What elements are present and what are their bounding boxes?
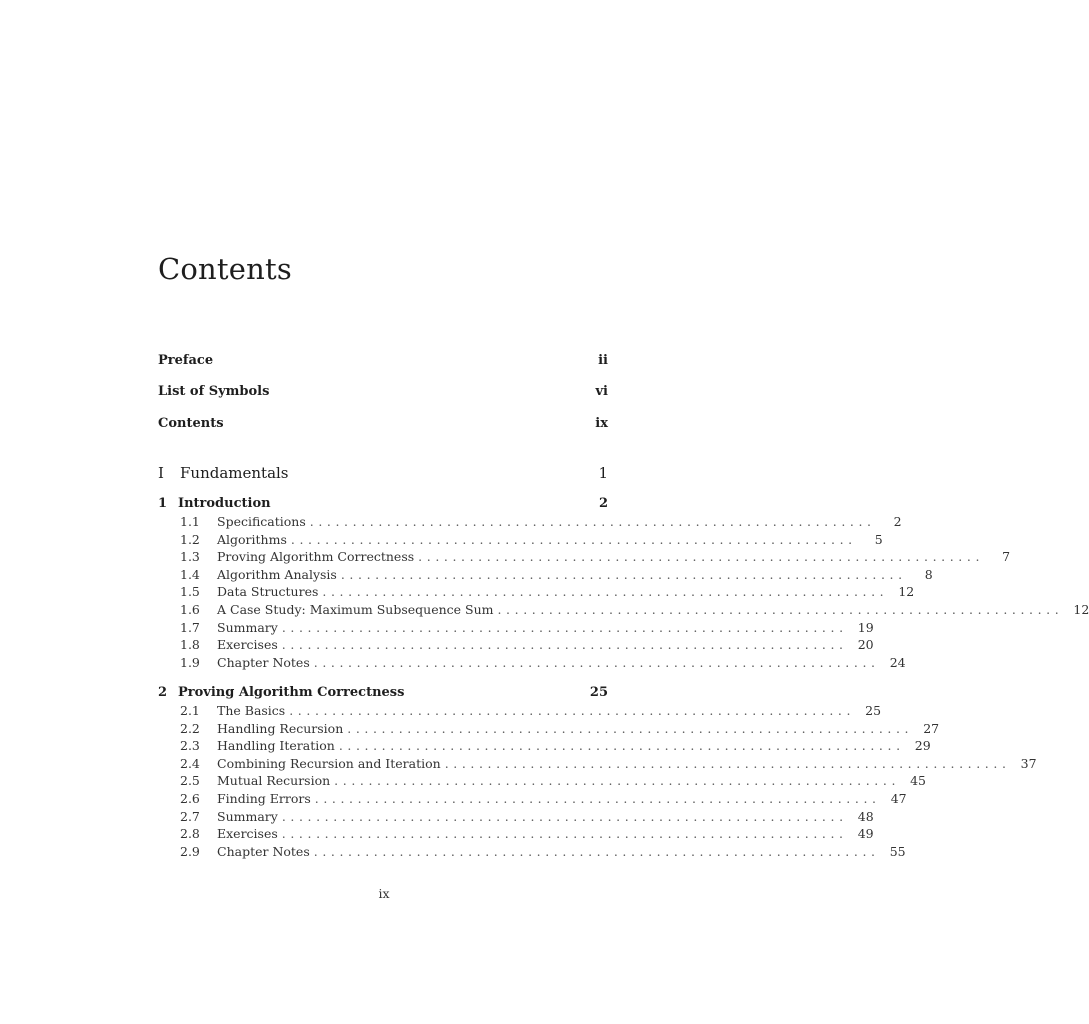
toc-chapter-2[interactable] [158, 685, 608, 700]
toc-section[interactable] [180, 738, 931, 756]
toc-section[interactable] [180, 843, 906, 862]
section-number: 1.1 [180, 514, 200, 529]
section-page: 37 [1020, 755, 1037, 771]
section-title: Chapter Notes [217, 843, 310, 859]
toc-section[interactable] [180, 549, 1011, 567]
toc-section[interactable] [180, 773, 927, 791]
dot-leader: .................................................................. [290, 531, 857, 547]
section-number: 1.8 [180, 637, 200, 653]
section-page: 45 [910, 773, 927, 789]
section-page: 27 [923, 720, 940, 736]
section-number: 2.3 [180, 738, 200, 754]
dot-leader: .................................................................. [314, 790, 881, 806]
section-page: 7 [1002, 549, 1011, 565]
toc-entry-page: ii [598, 353, 608, 368]
dot-leader: .................................................................. [418, 549, 985, 565]
dot-leader: .................................................................. [347, 720, 914, 736]
section-number: 1.4 [180, 566, 200, 582]
part-page: 1 [598, 464, 608, 482]
page-number: ix [378, 886, 390, 901]
chapter-title: Introduction [178, 496, 271, 511]
section-title: Finding Errors [217, 790, 311, 806]
toc-section[interactable] [180, 531, 883, 550]
toc-entry-page: vi [595, 384, 608, 399]
section-number: 1.7 [180, 619, 200, 635]
section-number: 2.9 [180, 843, 200, 859]
section-number: 1.3 [180, 549, 200, 565]
toc-section[interactable] [180, 619, 874, 638]
toc-section[interactable] [180, 601, 1089, 620]
chapter-number: 2 [158, 685, 168, 700]
page-title: Contents [158, 252, 292, 286]
section-page: 24 [889, 654, 906, 670]
toc-entry-title: Contents [158, 416, 224, 431]
chapter-page: 25 [589, 685, 608, 700]
section-title: The Basics [217, 703, 286, 718]
section-title: Summary [217, 619, 278, 635]
toc-entry-title: List of Symbols [158, 384, 270, 399]
toc-section[interactable] [180, 584, 915, 602]
dot-leader: .................................................................. [338, 738, 905, 754]
dot-leader: .................................................................. [497, 601, 1064, 617]
section-number: 1.2 [180, 531, 200, 547]
section-page: 8 [924, 566, 933, 582]
toc-entry-list-of-symbols[interactable] [158, 384, 608, 399]
section-number: 2.4 [180, 755, 200, 771]
dot-leader: .................................................................. [322, 584, 889, 600]
dot-leader: .................................................................. [309, 514, 876, 529]
section-page: 49 [857, 826, 874, 842]
section-page: 25 [865, 703, 882, 718]
toc-chapter-1[interactable] [158, 496, 608, 511]
dot-leader: .................................................................. [334, 773, 901, 789]
chapter-number: 1 [158, 496, 168, 511]
section-title: Proving Algorithm Correctness [217, 549, 415, 565]
toc-section[interactable] [180, 654, 906, 673]
section-number: 1.9 [180, 654, 200, 670]
section-title: Handling Recursion [217, 720, 344, 736]
section-number: 2.8 [180, 826, 200, 842]
section-page: 48 [857, 808, 874, 824]
section-title: Handling Iteration [217, 738, 335, 754]
dot-leader: .................................................................. [281, 808, 848, 824]
section-title: Data Structures [217, 584, 319, 600]
section-page: 12 [898, 584, 915, 600]
section-number: 2.7 [180, 808, 200, 824]
section-title: Chapter Notes [217, 654, 310, 670]
section-page: 5 [874, 531, 883, 547]
section-title: Mutual Recursion [217, 773, 331, 789]
toc-section[interactable] [180, 826, 874, 844]
section-title: Algorithm Analysis [217, 566, 337, 582]
section-page: 20 [857, 637, 874, 653]
section-title: Exercises [217, 637, 278, 653]
toc-entry-title: Preface [158, 353, 214, 368]
section-page: 47 [890, 790, 907, 806]
part-number: I [158, 464, 164, 482]
section-title: Exercises [217, 826, 278, 842]
section-number: 2.6 [180, 790, 200, 806]
section-title: Combining Recursion and Iteration [217, 755, 441, 771]
section-title: Specifications [217, 514, 306, 529]
section-title: Summary [217, 808, 278, 824]
part-title: Fundamentals [180, 464, 289, 482]
section-number: 2.1 [180, 703, 200, 718]
toc-chapter-2-sections [180, 703, 1037, 861]
toc-section[interactable] [180, 514, 902, 532]
toc-entry-contents[interactable] [158, 416, 608, 431]
section-page: 2 [893, 514, 902, 529]
dot-leader: .................................................................. [313, 843, 880, 859]
dot-leader: .................................................................. [313, 654, 880, 670]
section-page: 12 [1073, 601, 1089, 617]
toc-section[interactable] [180, 808, 874, 827]
dot-leader: .................................................................. [281, 637, 848, 653]
dot-leader: .................................................................. [444, 755, 1011, 771]
toc-section[interactable] [180, 566, 933, 585]
toc-entry-page: ix [595, 416, 608, 431]
section-number: 1.5 [180, 584, 200, 600]
dot-leader: .................................................................. [281, 619, 848, 635]
section-number: 2.5 [180, 773, 200, 789]
dot-leader: .................................................................. [340, 566, 907, 582]
toc-part-entry[interactable] [158, 464, 608, 482]
toc-section[interactable] [180, 790, 907, 809]
toc-chapter-1-sections [180, 514, 1089, 672]
dot-leader: .................................................................. [281, 826, 848, 842]
section-page: 29 [914, 738, 931, 754]
toc-entry-preface[interactable] [158, 353, 608, 368]
section-number: 2.2 [180, 720, 200, 736]
toc-section[interactable] [180, 637, 874, 655]
chapter-page: 2 [598, 496, 608, 511]
section-page: 19 [857, 619, 874, 635]
section-page: 55 [889, 843, 906, 859]
toc-section[interactable] [180, 720, 940, 739]
chapter-title: Proving Algorithm Correctness [178, 685, 405, 700]
dot-leader: .................................................................. [289, 703, 856, 718]
section-number: 1.6 [180, 601, 200, 617]
section-title: A Case Study: Maximum Subsequence Sum [217, 601, 494, 617]
toc-section[interactable] [180, 703, 882, 721]
toc-section[interactable] [180, 755, 1037, 774]
section-title: Algorithms [217, 531, 287, 547]
